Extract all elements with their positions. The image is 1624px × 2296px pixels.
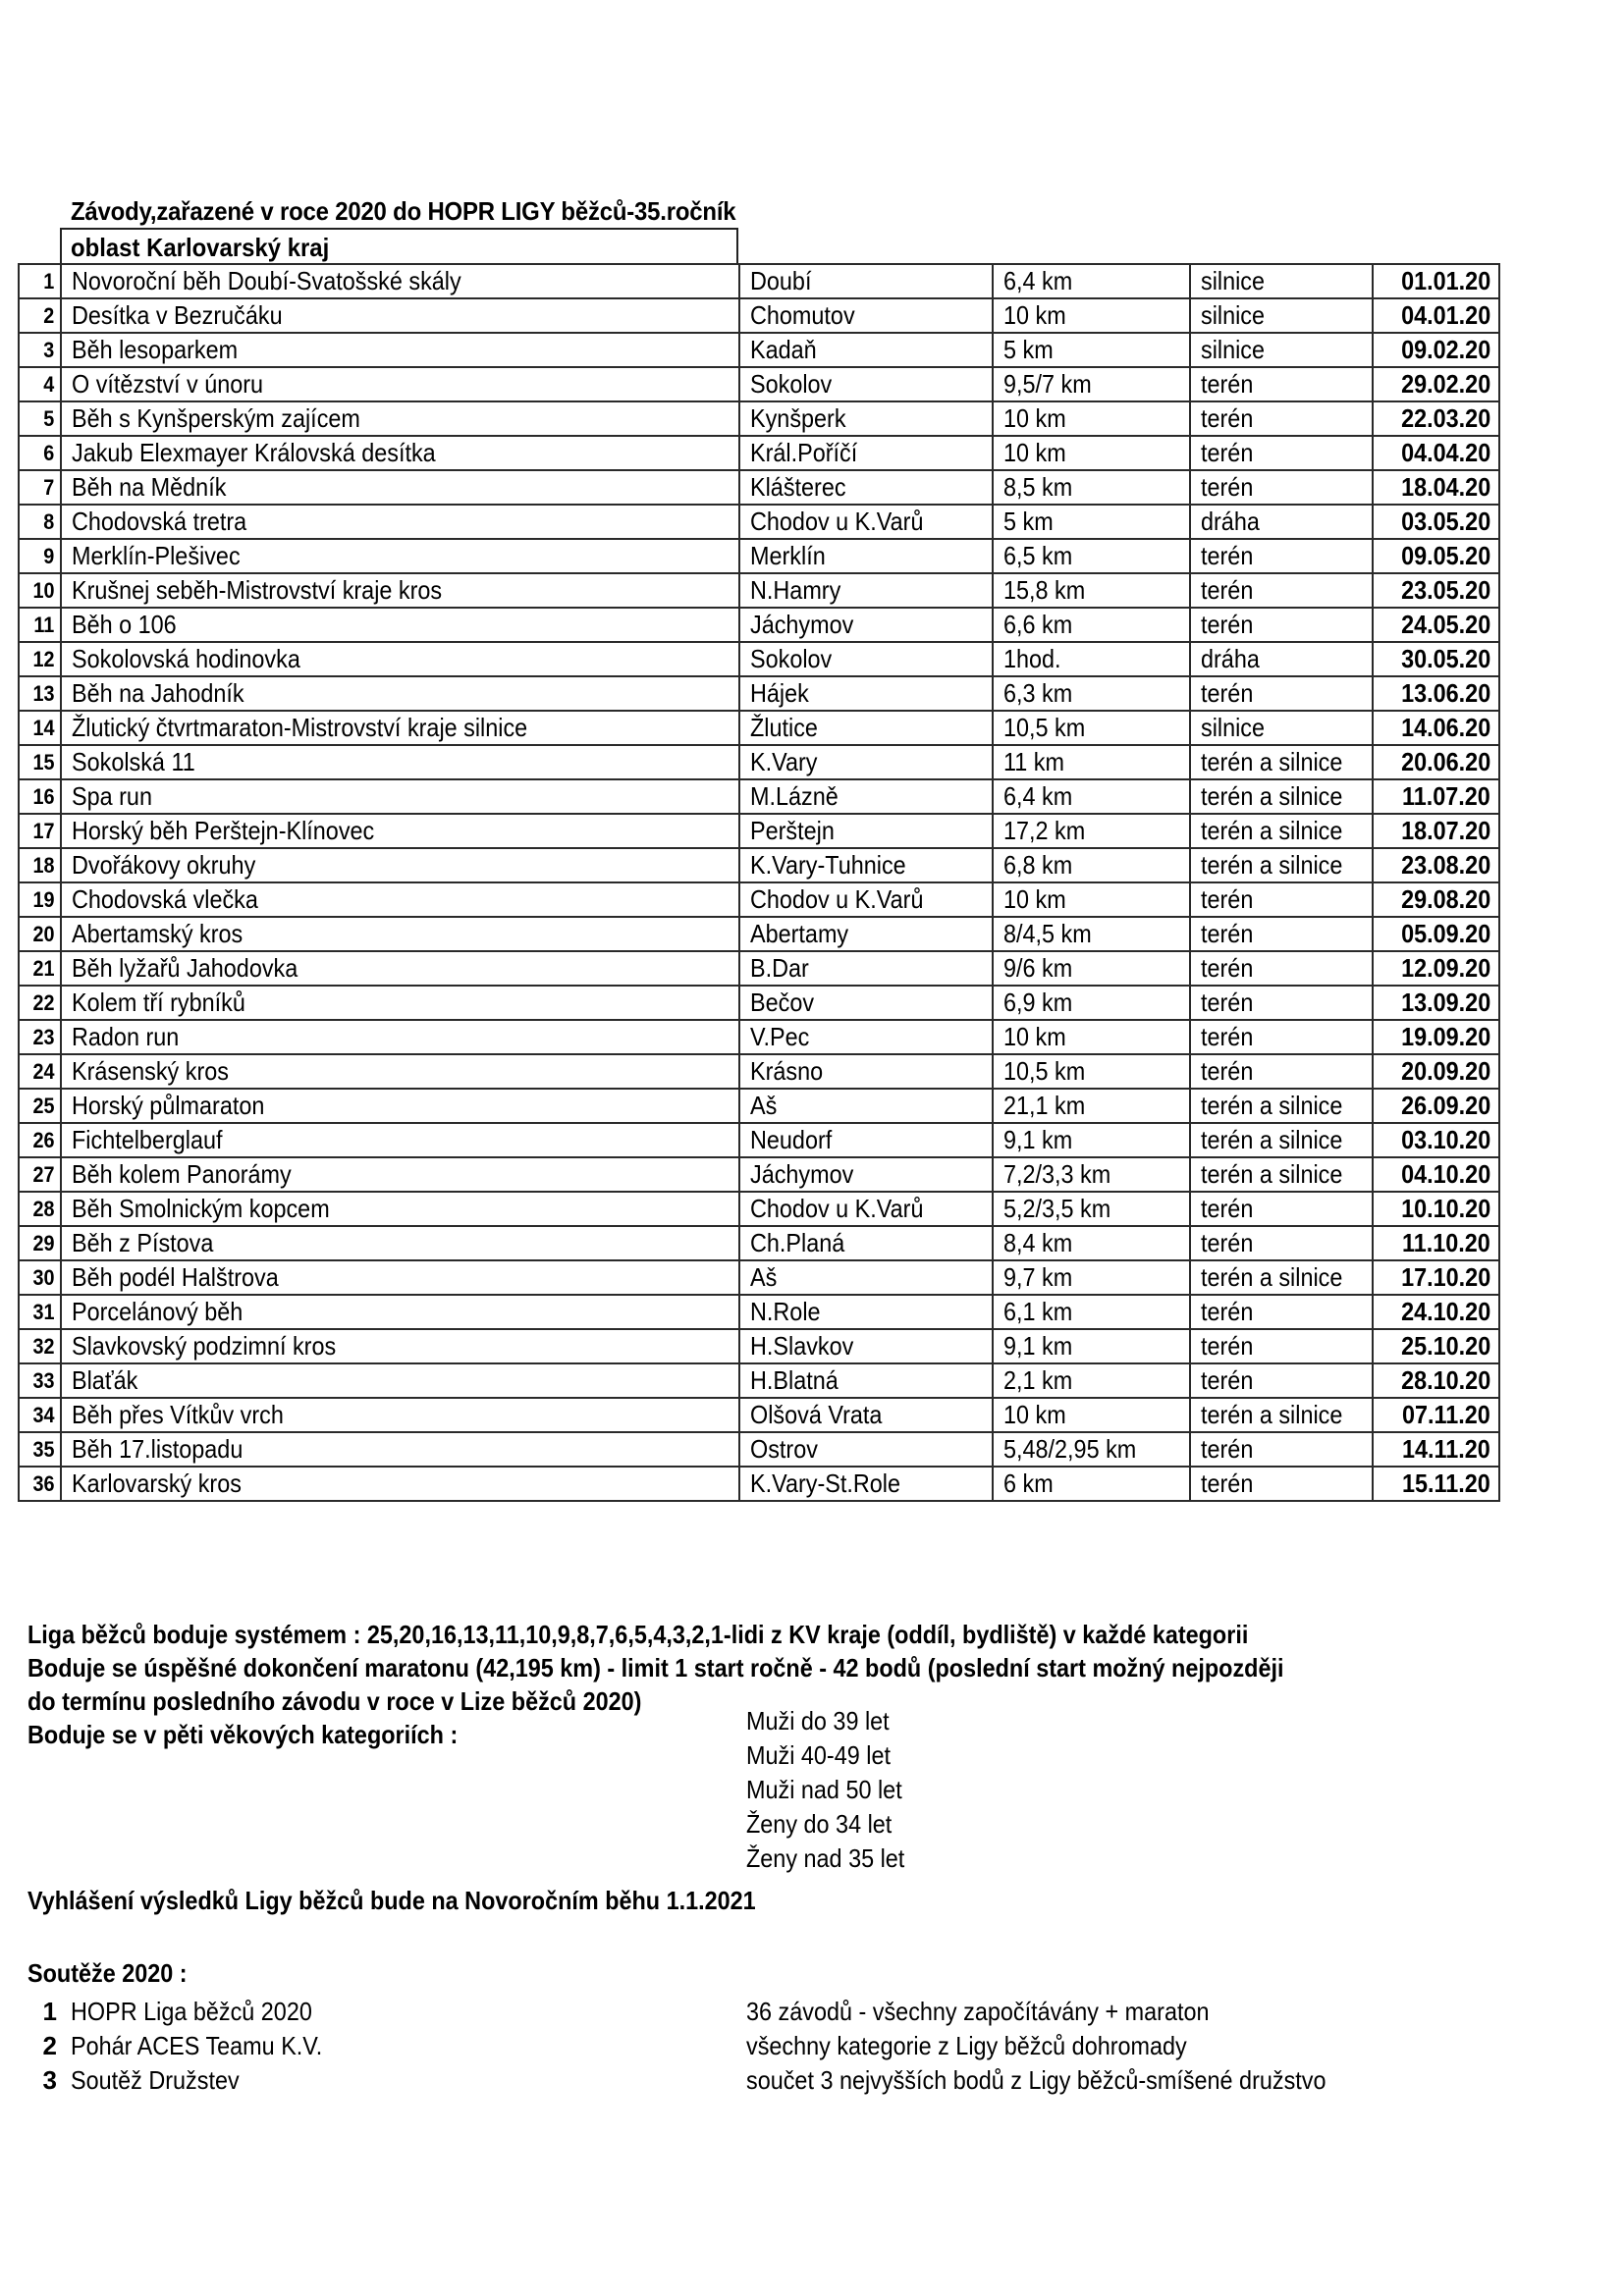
race-date: 30.05.20 [1373,642,1499,676]
race-surface: terén [1190,573,1373,608]
race-location: Aš [739,1260,993,1295]
race-number: 19 [19,882,61,917]
table-row [19,436,1499,470]
race-number: 31 [19,1295,61,1329]
race-surface: terén [1190,1020,1373,1054]
race-date: 26.09.20 [1373,1089,1499,1123]
race-location: Merklín [739,539,993,573]
race-number: 4 [19,367,61,401]
race-date: 07.11.20 [1373,1398,1499,1432]
race-surface: terén [1190,1329,1373,1363]
race-distance: 7,2/3,3 km [993,1157,1190,1192]
race-surface: terén [1190,367,1373,401]
race-location: Klášterec [739,470,993,505]
race-date: 01.01.20 [1373,264,1499,298]
race-name: Desítka v Bezručáku [61,298,739,333]
competition-name: Soutěž Družstev [71,2065,240,2095]
competitions-title [27,1958,205,1989]
races-table-body [19,264,1499,1501]
race-distance: 6,5 km [993,539,1190,573]
table-row [19,333,1499,367]
race-location: Aš [739,1089,993,1123]
race-location: Neudorf [739,1123,993,1157]
table-row [19,505,1499,539]
race-distance: 10 km [993,1020,1190,1054]
race-surface: terén [1190,951,1373,986]
table-row [19,676,1499,711]
race-number: 33 [19,1363,61,1398]
competitions-title-text: Soutěže 2020 : [27,1958,188,1988]
race-name: Blaťák [61,1363,739,1398]
table-row [19,1295,1499,1329]
race-surface: terén [1190,1192,1373,1226]
race-number: 21 [19,951,61,986]
race-name: Chodovská vlečka [61,882,739,917]
table-row [19,814,1499,848]
page-title: Závody,zařazené v roce 2020 do HOPR LIGY běžců-35.ročník [71,196,736,226]
race-date: 24.05.20 [1373,608,1499,642]
race-number: 27 [19,1157,61,1192]
race-surface: terén [1190,1432,1373,1467]
race-number: 2 [19,298,61,333]
race-surface: terén [1190,986,1373,1020]
race-location: Jáchymov [739,1157,993,1192]
race-number: 7 [19,470,61,505]
table-row [19,711,1499,745]
race-date: 14.06.20 [1373,711,1499,745]
race-distance: 6,1 km [993,1295,1190,1329]
race-date: 22.03.20 [1373,401,1499,436]
race-location: Ch.Planá [739,1226,993,1260]
table-row [19,1020,1499,1054]
race-number: 34 [19,1398,61,1432]
race-name: O vítězství v únoru [61,367,739,401]
race-distance: 11 km [993,745,1190,779]
race-surface: terén a silnice [1190,1260,1373,1295]
race-location: K.Vary-St.Role [739,1467,993,1501]
region-label: oblast Karlovarský kraj [71,233,330,262]
race-number: 9 [19,539,61,573]
race-distance: 17,2 km [993,814,1190,848]
race-distance: 6 km [993,1467,1190,1501]
race-name: Sokolovská hodinovka [61,642,739,676]
race-date: 04.10.20 [1373,1157,1499,1192]
announcement-text: Vyhlášení výsledků Ligy běžců bude na Novoročním běhu 1.1.2021 [27,1886,756,1915]
race-name: Karlovarský kros [61,1467,739,1501]
table-row [19,917,1499,951]
race-date: 11.07.20 [1373,779,1499,814]
race-date: 18.07.20 [1373,814,1499,848]
results-announcement [27,1886,837,1916]
table-row [19,1226,1499,1260]
race-location: Perštejn [739,814,993,848]
table-row [19,779,1499,814]
age-category: Muži do 39 let [746,1706,890,1735]
table-row [19,1089,1499,1123]
age-category: Ženy nad 35 let [746,1843,905,1873]
table-row [19,470,1499,505]
race-number: 36 [19,1467,61,1501]
race-distance: 9,1 km [993,1329,1190,1363]
race-distance: 9/6 km [993,951,1190,986]
table-row [19,1157,1499,1192]
race-date: 23.05.20 [1373,573,1499,608]
race-name: Jakub Elexmayer Královská desítka [61,436,739,470]
race-date: 29.02.20 [1373,367,1499,401]
race-distance: 10,5 km [993,711,1190,745]
race-distance: 1hod. [993,642,1190,676]
table-row [19,367,1499,401]
race-date: 04.04.20 [1373,436,1499,470]
race-name: Dvořákovy okruhy [61,848,739,882]
race-surface: silnice [1190,711,1373,745]
race-name: Běh lesoparkem [61,333,739,367]
race-name: Sokolská 11 [61,745,739,779]
race-location: Sokolov [739,367,993,401]
race-location: Kadaň [739,333,993,367]
race-number: 8 [19,505,61,539]
race-date: 20.09.20 [1373,1054,1499,1089]
marathon-rule-line1: Boduje se úspěšné dokončení maratonu (42,195 km) - limit 1 start ročně - 42 bodů (poslední start možný nejpozději [27,1653,1284,1682]
race-surface: terén [1190,1226,1373,1260]
race-distance: 8/4,5 km [993,917,1190,951]
race-date: 13.06.20 [1373,676,1499,711]
race-name: Běh lyžařů Jahodovka [61,951,739,986]
race-location: Sokolov [739,642,993,676]
race-surface: terén a silnice [1190,1123,1373,1157]
race-name: Horský běh Perštejn-Klínovec [61,814,739,848]
table-row [19,848,1499,882]
race-name: Horský půlmaraton [61,1089,739,1123]
competition-item [0,1995,1624,2029]
table-row [19,573,1499,608]
race-date: 10.10.20 [1373,1192,1499,1226]
race-distance: 15,8 km [993,573,1190,608]
race-location: H.Blatná [739,1363,993,1398]
race-number: 3 [19,333,61,367]
table-row [19,1467,1499,1501]
race-distance: 6,3 km [993,676,1190,711]
scoring-rule: Liga běžců boduje systémem : 25,20,16,13,11,10,9,8,7,6,5,4,3,2,1-lidi z KV kraje (oddíl, bydliště) v každé kategorii [27,1620,1249,1649]
race-location: Ostrov [739,1432,993,1467]
race-number: 23 [19,1020,61,1054]
race-name: Běh přes Vítkův vrch [61,1398,739,1432]
table-row [19,642,1499,676]
race-number: 24 [19,1054,61,1089]
race-surface: terén [1190,436,1373,470]
competitions-list [0,1995,1624,2098]
race-distance: 6,9 km [993,986,1190,1020]
race-surface: terén [1190,1467,1373,1501]
race-name: Žlutický čtvrtmaraton-Mistrovství kraje silnice [61,711,739,745]
table-row [19,1363,1499,1398]
race-distance: 2,1 km [993,1363,1190,1398]
race-name: Fichtelberglauf [61,1123,739,1157]
race-number: 10 [19,573,61,608]
race-surface: terén [1190,1295,1373,1329]
race-name: Krásenský kros [61,1054,739,1089]
race-number: 35 [19,1432,61,1467]
race-distance: 8,5 km [993,470,1190,505]
race-name: Běh s Kynšperským zajícem [61,401,739,436]
race-surface: terén a silnice [1190,1157,1373,1192]
race-distance: 10 km [993,882,1190,917]
race-distance: 6,4 km [993,779,1190,814]
race-surface: dráha [1190,505,1373,539]
race-location: Jáchymov [739,608,993,642]
race-distance: 10 km [993,298,1190,333]
table-row [19,608,1499,642]
race-location: B.Dar [739,951,993,986]
race-distance: 5,48/2,95 km [993,1432,1190,1467]
race-date: 29.08.20 [1373,882,1499,917]
race-location: Chodov u K.Varů [739,1192,993,1226]
race-surface: terén a silnice [1190,814,1373,848]
race-number: 6 [19,436,61,470]
race-date: 28.10.20 [1373,1363,1499,1398]
race-distance: 5 km [993,333,1190,367]
race-location: Hájek [739,676,993,711]
race-distance: 10 km [993,436,1190,470]
race-distance: 6,8 km [993,848,1190,882]
race-surface: terén [1190,401,1373,436]
table-row [19,986,1499,1020]
race-name: Krušnej seběh-Mistrovství kraje kros [61,573,739,608]
table-row [19,745,1499,779]
race-surface: terén a silnice [1190,745,1373,779]
race-name: Běh Smolnickým kopcem [61,1192,739,1226]
race-name: Radon run [61,1020,739,1054]
race-distance: 21,1 km [993,1089,1190,1123]
race-surface: terén a silnice [1190,848,1373,882]
race-name: Běh kolem Panorámy [61,1157,739,1192]
table-row [19,1432,1499,1467]
race-name: Novoroční běh Doubí-Svatošské skály [61,264,739,298]
table-row [19,1192,1499,1226]
race-surface: terén a silnice [1190,1089,1373,1123]
race-number: 14 [19,711,61,745]
race-surface: terén [1190,608,1373,642]
race-number: 16 [19,779,61,814]
race-name: Chodovská tretra [61,505,739,539]
race-location: Kynšperk [739,401,993,436]
race-date: 09.02.20 [1373,333,1499,367]
race-number: 26 [19,1123,61,1157]
race-number: 25 [19,1089,61,1123]
table-row [19,951,1499,986]
race-number: 22 [19,986,61,1020]
race-location: Olšová Vrata [739,1398,993,1432]
race-date: 12.09.20 [1373,951,1499,986]
table-row [19,1123,1499,1157]
race-location: K.Vary [739,745,993,779]
race-number: 1 [19,264,61,298]
race-name: Běh o 106 [61,608,739,642]
race-number: 32 [19,1329,61,1363]
race-name: Abertamský kros [61,917,739,951]
race-location: Chodov u K.Varů [739,882,993,917]
race-name: Merklín-Plešivec [61,539,739,573]
categories-label: Boduje se v pěti věkových kategoriích : [27,1720,459,1749]
race-surface: terén [1190,470,1373,505]
race-number: 20 [19,917,61,951]
race-location: Krásno [739,1054,993,1089]
age-category: Muži nad 50 let [746,1775,902,1804]
competition-number: 1 [42,1997,57,2026]
race-surface: terén [1190,917,1373,951]
competition-description: součet 3 nejvyšších bodů z Ligy běžců-smíšené družstvo [746,2065,1326,2095]
race-location: Král.Poříčí [739,436,993,470]
race-date: 11.10.20 [1373,1226,1499,1260]
race-distance: 5,2/3,5 km [993,1192,1190,1226]
race-location: Chomutov [739,298,993,333]
race-distance: 6,6 km [993,608,1190,642]
race-number: 18 [19,848,61,882]
race-date: 03.10.20 [1373,1123,1499,1157]
race-date: 24.10.20 [1373,1295,1499,1329]
competition-name: Pohár ACES Teamu K.V. [71,2031,323,2060]
race-distance: 10,5 km [993,1054,1190,1089]
race-location: Chodov u K.Varů [739,505,993,539]
race-surface: silnice [1190,298,1373,333]
race-name: Běh podél Halštrova [61,1260,739,1295]
races-table [18,263,1500,1502]
race-location: K.Vary-Tuhnice [739,848,993,882]
race-number: 5 [19,401,61,436]
race-number: 28 [19,1192,61,1226]
race-distance: 10 km [993,401,1190,436]
race-number: 17 [19,814,61,848]
competition-item [0,2063,1624,2098]
race-date: 03.05.20 [1373,505,1499,539]
race-surface: terén a silnice [1190,1398,1373,1432]
race-date: 14.11.20 [1373,1432,1499,1467]
competition-description: 36 závodů - všechny započítávány + maraton [746,1997,1210,2026]
competition-number: 3 [42,2065,57,2095]
race-date: 09.05.20 [1373,539,1499,573]
race-surface: dráha [1190,642,1373,676]
race-distance: 5 km [993,505,1190,539]
table-row [19,298,1499,333]
race-surface: silnice [1190,333,1373,367]
race-distance: 9,1 km [993,1123,1190,1157]
race-number: 30 [19,1260,61,1295]
race-surface: terén [1190,1363,1373,1398]
race-surface: terén a silnice [1190,779,1373,814]
table-row [19,882,1499,917]
race-date: 20.06.20 [1373,745,1499,779]
race-date: 15.11.20 [1373,1467,1499,1501]
race-date: 13.09.20 [1373,986,1499,1020]
race-number: 13 [19,676,61,711]
table-row [19,1260,1499,1295]
race-location: M.Lázně [739,779,993,814]
race-name: Běh na Mědník [61,470,739,505]
race-number: 15 [19,745,61,779]
race-distance: 6,4 km [993,264,1190,298]
race-surface: terén [1190,1054,1373,1089]
competition-item [0,2029,1624,2063]
race-distance: 8,4 km [993,1226,1190,1260]
race-name: Běh na Jahodník [61,676,739,711]
race-name: Běh 17.listopadu [61,1432,739,1467]
race-number: 11 [19,608,61,642]
race-surface: terén [1190,539,1373,573]
competition-description: všechny kategorie z Ligy běžců dohromady [746,2031,1187,2060]
table-row [19,1329,1499,1363]
race-distance: 9,7 km [993,1260,1190,1295]
age-categories-list [746,1704,922,1876]
rules-notes [27,1618,1424,1751]
race-date: 23.08.20 [1373,848,1499,882]
table-row [19,539,1499,573]
race-name: Běh z Pístova [61,1226,739,1260]
race-date: 19.09.20 [1373,1020,1499,1054]
age-category: Ženy do 34 let [746,1809,893,1839]
race-location: N.Hamry [739,573,993,608]
race-name: Spa run [61,779,739,814]
race-name: Porcelánový běh [61,1295,739,1329]
race-location: Žlutice [739,711,993,745]
table-row [19,264,1499,298]
table-row [19,401,1499,436]
table-row [19,1054,1499,1089]
race-date: 25.10.20 [1373,1329,1499,1363]
age-category: Muži 40-49 let [746,1740,891,1770]
competition-number: 2 [42,2031,57,2060]
competition-name: HOPR Liga běžců 2020 [71,1997,312,2026]
race-location: Abertamy [739,917,993,951]
race-surface: silnice [1190,264,1373,298]
race-location: Doubí [739,264,993,298]
race-location: N.Role [739,1295,993,1329]
race-name: Slavkovský podzimní kros [61,1329,739,1363]
race-number: 29 [19,1226,61,1260]
race-date: 17.10.20 [1373,1260,1499,1295]
race-date: 18.04.20 [1373,470,1499,505]
race-location: Bečov [739,986,993,1020]
race-date: 04.01.20 [1373,298,1499,333]
race-number: 12 [19,642,61,676]
race-location: H.Slavkov [739,1329,993,1363]
marathon-rule-line2: do termínu posledního závodu v roce v Lize běžců 2020) [27,1686,642,1716]
race-surface: terén [1190,882,1373,917]
table-row [19,1398,1499,1432]
race-location: V.Pec [739,1020,993,1054]
race-surface: terén [1190,676,1373,711]
race-name: Kolem tří rybníků [61,986,739,1020]
race-distance: 10 km [993,1398,1190,1432]
race-date: 05.09.20 [1373,917,1499,951]
race-distance: 9,5/7 km [993,367,1190,401]
